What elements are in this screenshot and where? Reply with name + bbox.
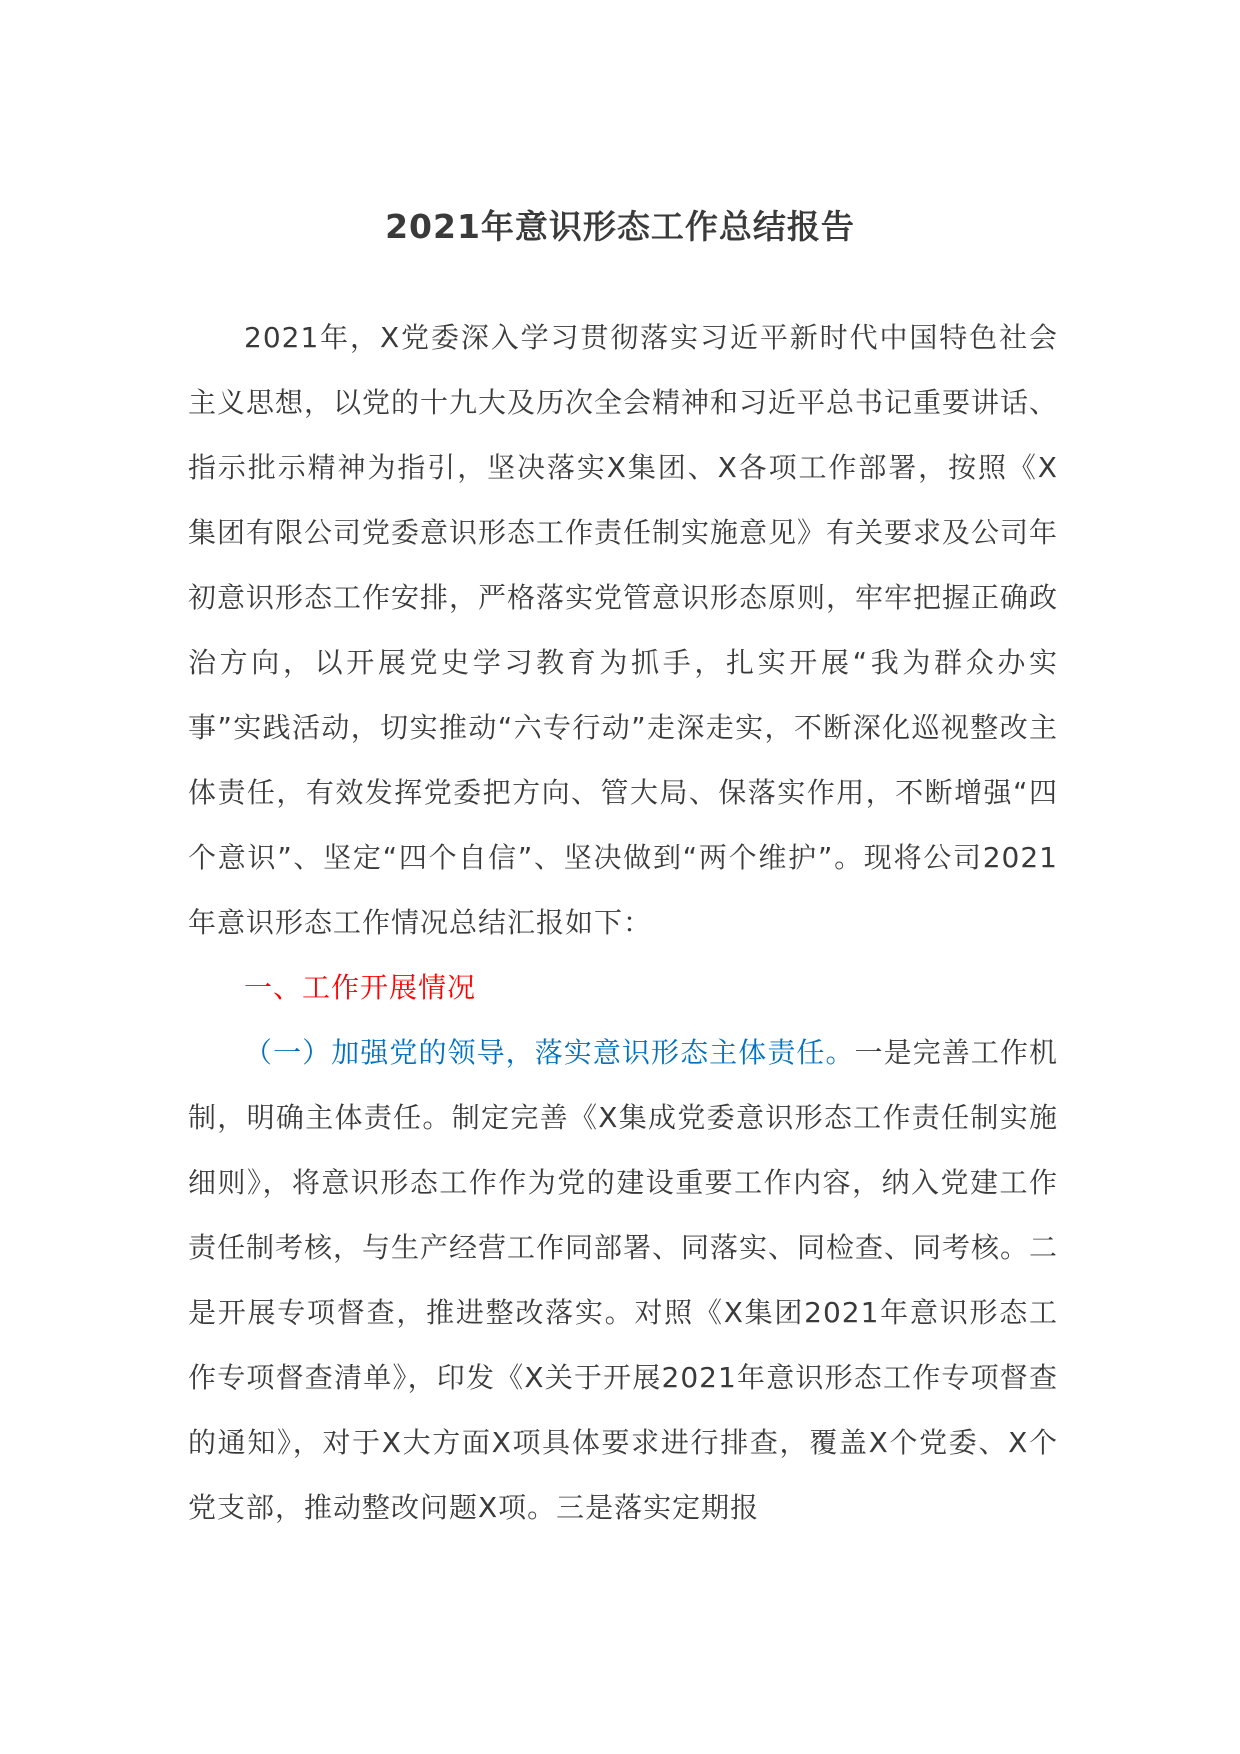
document-body: [188, 305, 1058, 1540]
subsection-body: 一是完善工作机制，明确主体责任。制定完善《X集成党委意识形态工作责任制实施细则》，将意识形态工作作为党的建设重要工作内容，纳入党建工作责任制考核，与生产经营工作同部署、同落实、同检查、同考核。二是开展专项督查，推进整改落实。对照《X集团2021年意识形态工作专项督查清单》，印发《X关于开展2021年意识形态工作专项督查的通知》，对于X大方面X项具体要求进行排查，覆盖X个党委、X个党支部，推动整改问题X项。三是落实定期报: [188, 1036, 1059, 1524]
subsection-paragraph: [188, 1020, 1058, 1540]
section-heading: 一、工作开展情况: [244, 971, 477, 1004]
intro-paragraph: 2021年，X党委深入学习贯彻落实习近平新时代中国特色社会主义思想，以党的十九大及历次全会精神和习近平总书记重要讲话、指示批示精神为指引，坚决落实X集团、X各项工作部署，按照《X集团有限公司党委意识形态工作责任制实施意见》有关要求及公司年初意识形态工作安排，严格落实党管意识形态原则，牢牢把握正确政治方向，以开展党史学习教育为抓手，扎实开展“我为群众办实事”实践活动，切实推动“六专行动”走深走实，不断深化巡视整改主体责任，有效发挥党委把方向、管大局、保落实作用，不断增强“四个意识”、坚定“四个自信”、坚决做到“两个维护”。现将公司2021年意识形态工作情况总结汇报如下：: [188, 321, 1059, 939]
subsection-heading: （一）加强党的领导，落实意识形态主体责任。: [244, 1036, 855, 1069]
document-title: 2021年意识形态工作总结报告: [385, 207, 855, 246]
